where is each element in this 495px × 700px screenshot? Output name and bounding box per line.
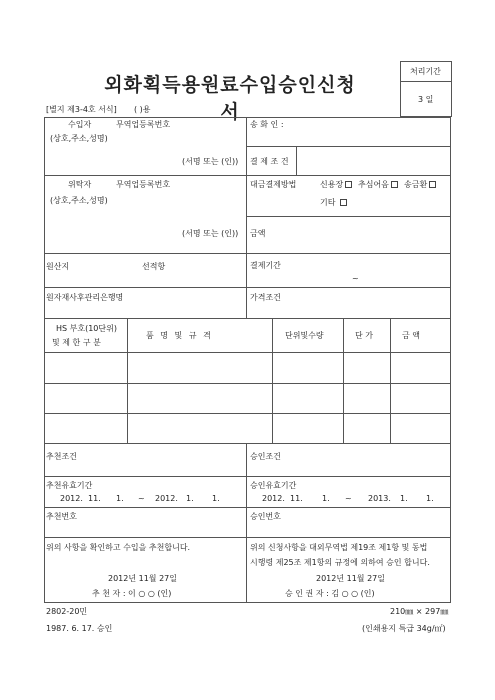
origin-label: 원산지 <box>46 262 70 271</box>
recommend-date: 2012년 11월 27일 <box>108 574 177 583</box>
recommend-validity-to-month: 1. <box>186 494 194 503</box>
form-use: ( )용 <box>134 105 151 114</box>
processing-period-value: 3 일 <box>418 95 434 104</box>
approve-validity-from-day: 1. <box>322 494 330 503</box>
settlement-condition-label: 결 제 조 건 <box>250 157 289 166</box>
payment-option-other-label: 기타 <box>320 198 336 207</box>
recommend-condition-label: 추천조건 <box>46 452 77 461</box>
importer-sub-label: (상호,주소,성명) <box>50 134 108 143</box>
table-header-amount: 금 액 <box>402 331 420 340</box>
bank-label: 원자재사후관리은행명 <box>46 293 124 302</box>
processing-period-label: 처리기간 <box>410 67 441 76</box>
footer-size: 210㎜ × 297㎜ <box>390 607 449 616</box>
table-header-item: 품 명 및 규 격 <box>146 331 213 340</box>
approve-validity-to-year: 2013. <box>368 494 391 503</box>
recommend-validity-from-day: 1. <box>116 494 124 503</box>
checkbox-icon[interactable] <box>429 181 436 188</box>
price-condition-label: 가격조건 <box>250 293 281 302</box>
payment-option-remittance[interactable] <box>404 180 436 190</box>
checkbox-icon[interactable] <box>340 199 347 206</box>
amount-label: 금액 <box>250 229 266 238</box>
approve-validity-tilde: ~ <box>345 494 352 503</box>
approve-number-label: 승인번호 <box>250 512 281 521</box>
payment-option-collection[interactable] <box>358 180 398 190</box>
consignee-reg-label: 무역업등록번호 <box>116 180 171 189</box>
table-header-unit-qty: 단위및수량 <box>285 331 324 340</box>
approve-statement-line1: 위의 신청사항을 대외무역법 제19조 제1항 및 동법 <box>250 543 428 552</box>
recommend-validity-to-day: 1. <box>212 494 220 503</box>
approve-statement-line2: 시행령 제25조 제1항의 규정에 의하여 승인 합니다. <box>250 558 430 567</box>
importer-label: 수입자 <box>68 120 92 129</box>
approve-validity-from-year: 2012. <box>262 494 285 503</box>
approve-validity-label: 승인유효기간 <box>250 481 297 490</box>
approver-signature: 승 인 권 자 : 김 ○ ○ (인) <box>285 589 375 598</box>
table-header-hs-code: HS 부호(10단위) <box>56 324 117 333</box>
consignee-sub-label: (상호,주소,성명) <box>50 196 108 205</box>
settlement-period-label: 결제기간 <box>250 261 281 270</box>
footer-paper: (인쇄용지 특급 34g/㎡) <box>362 624 446 633</box>
page-title: 외화획득용원료수입승인신청서 <box>104 74 356 123</box>
table-header-unit-price: 단 가 <box>355 331 373 340</box>
recommend-statement: 위의 사항을 확인하고 수입을 추천합니다. <box>46 543 191 552</box>
payment-option-collection-label: 추심어음 <box>358 180 389 189</box>
checkbox-icon[interactable] <box>345 181 352 188</box>
payment-option-lc-label: 신용장 <box>320 180 344 189</box>
settlement-period-tilde: ~ <box>352 274 359 283</box>
recommend-validity-label: 추천유효기간 <box>46 481 93 490</box>
consignor-label: 송 화 인 : <box>250 120 284 129</box>
consignee-sign-label: (서명 또는 (인)) <box>182 229 239 238</box>
approve-validity-to-month: 1. <box>400 494 408 503</box>
importer-sign-label: (서명 또는 (인)) <box>182 157 239 166</box>
importer-reg-label: 무역업등록번호 <box>116 120 171 129</box>
recommend-validity-to-year: 2012. <box>155 494 178 503</box>
loading-port-label: 선적항 <box>142 262 166 271</box>
approve-date: 2012년 11월 27일 <box>316 574 385 583</box>
table-header-restriction: 및 제 한 구 분 <box>52 338 101 347</box>
recommend-validity-from-month: 11. <box>88 494 101 503</box>
approve-validity-from-month: 11. <box>290 494 303 503</box>
recommend-number-label: 추천번호 <box>46 512 77 521</box>
approve-validity-to-day: 1. <box>426 494 434 503</box>
footer-approval: 1987. 6. 17. 승인 <box>46 624 113 633</box>
approve-condition-label: 승인조건 <box>250 452 281 461</box>
payment-method-label: 대금결제방법 <box>250 180 297 189</box>
payment-option-lc[interactable] <box>320 180 352 190</box>
checkbox-icon[interactable] <box>391 181 398 188</box>
recommend-validity-tilde: ~ <box>138 494 145 503</box>
form-number: [별지 제3-4호 서식] <box>46 105 117 114</box>
payment-option-remittance-label: 송금환 <box>404 180 428 189</box>
recommender-signature: 추 천 자 : 이 ○ ○ (인) <box>92 589 172 598</box>
payment-option-other[interactable] <box>320 198 347 208</box>
recommend-validity-from-year: 2012. <box>60 494 83 503</box>
footer-code: 2802-20민 <box>46 607 88 616</box>
consignee-label: 위탁자 <box>68 180 92 189</box>
